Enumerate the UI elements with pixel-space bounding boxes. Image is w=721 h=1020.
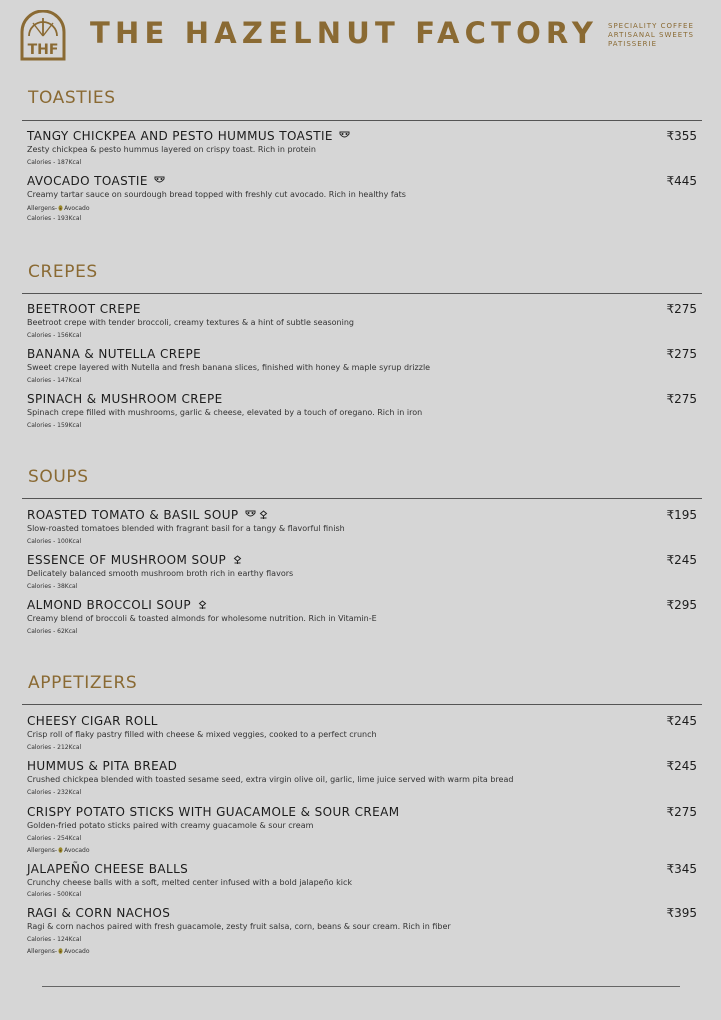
item-price: ₹395: [666, 906, 697, 920]
allergen-text: Avocado: [64, 948, 90, 955]
item-name-text: BEETROOT CREPE: [27, 302, 141, 316]
item-price: ₹345: [666, 862, 697, 876]
item-price: ₹295: [666, 598, 697, 612]
item-name-text: SPINACH & MUSHROOM CREPE: [27, 392, 223, 406]
vegan-icon: [232, 553, 243, 567]
dietary-icons: [339, 129, 350, 143]
item-price: ₹245: [666, 759, 697, 773]
item-name-text: ALMOND BROCCOLI SOUP: [27, 598, 192, 612]
menu-header: [0, 0, 721, 70]
item-price: ₹275: [666, 347, 697, 361]
item-name: [27, 759, 177, 773]
item-calories: Calories - 147Kcal: [27, 377, 82, 384]
item-allergens: [27, 204, 90, 213]
item-calories: Calories - 100Kcal: [27, 538, 82, 545]
item-name: [27, 598, 208, 612]
tagline-line: ARTISANAL SWEETS: [608, 31, 694, 39]
allergen-text: Avocado: [64, 205, 90, 212]
item-allergens: [27, 846, 90, 855]
item-calories: Calories - 232Kcal: [27, 789, 82, 796]
item-description: Sweet crepe layered with Nutella and fresh banana slices, finished with honey & maple syrup drizzle: [27, 363, 431, 372]
section-title: APPETIZERS: [28, 673, 138, 693]
item-name: [27, 906, 170, 920]
item-description: Delicately balanced smooth mushroom broth rich in earthy flavors: [27, 569, 294, 578]
section-divider: [22, 120, 702, 121]
item-name: [27, 862, 188, 876]
item-calories: Calories - 500Kcal: [27, 891, 82, 898]
item-name-text: CHEESY CIGAR ROLL: [27, 714, 158, 728]
logo-text: THF: [27, 42, 59, 58]
item-name-text: ESSENCE OF MUSHROOM SOUP: [27, 553, 227, 567]
avocado-icon: [58, 204, 63, 213]
item-name-text: AVOCADO TOASTIE: [27, 174, 148, 188]
allergen-text: Avocado: [64, 847, 90, 854]
item-description: Crisp roll of flaky pastry filled with cheese & mixed veggies, cooked to a perfect crunch: [27, 730, 377, 739]
item-name: [27, 714, 158, 728]
item-name-text: ROASTED TOMATO & BASIL SOUP: [27, 508, 239, 522]
item-name: [27, 805, 399, 819]
item-description: Crunchy cheese balls with a soft, melted center infused with a bold jalapeño kick: [27, 878, 352, 887]
thf-logo: [19, 10, 67, 61]
dietary-icons: [232, 553, 243, 567]
item-calories: Calories - 159Kcal: [27, 422, 82, 429]
item-description: Slow-roasted tomatoes blended with fragrant basil for a tangy & flavorful finish: [27, 524, 345, 533]
avocado-icon: [58, 846, 63, 855]
item-name-text: CRISPY POTATO STICKS WITH GUACAMOLE & SOUR CREAM: [27, 805, 400, 819]
item-name: [27, 174, 165, 188]
item-allergens: [27, 947, 90, 956]
item-calories: Calories - 124Kcal: [27, 936, 82, 943]
item-name: [27, 129, 350, 143]
item-price: ₹195: [666, 508, 697, 522]
item-price: ₹355: [666, 129, 697, 143]
brand-name: THE HAZELNUT FACTORY: [90, 16, 599, 50]
item-price: ₹245: [666, 553, 697, 567]
dietary-icons: [197, 598, 208, 612]
item-calories: Calories - 187Kcal: [27, 159, 82, 166]
protein-icon: [154, 174, 165, 188]
item-name-text: JALAPEÑO CHEESE BALLS: [27, 862, 189, 876]
protein-icon: [339, 129, 350, 143]
item-calories: Calories - 254Kcal: [27, 835, 82, 842]
allergens-label: Allergens-: [27, 847, 58, 854]
tagline-line: PATISSERIE: [608, 40, 658, 48]
item-description: Golden-fried potato sticks paired with creamy guacamole & sour cream: [27, 821, 314, 830]
item-description: Ragi & corn nachos paired with fresh guacamole, zesty fruit salsa, corn, beans & sour cream. Rich in fiber: [27, 922, 451, 931]
allergens-label: Allergens-: [27, 205, 58, 212]
item-calories: Calories - 212Kcal: [27, 744, 82, 751]
item-name: [27, 392, 223, 406]
item-description: Spinach crepe filled with mushrooms, garlic & cheese, elevated by a touch of oregano. Rich in iron: [27, 408, 423, 417]
protein-icon: [245, 508, 256, 522]
item-price: ₹275: [666, 392, 697, 406]
tagline: [608, 22, 694, 49]
avocado-icon: [58, 947, 63, 956]
footer-divider: [42, 986, 680, 987]
section-title: SOUPS: [28, 467, 89, 487]
item-calories: Calories - 193Kcal: [27, 215, 82, 222]
section-title: TOASTIES: [28, 88, 116, 108]
section-divider: [22, 704, 702, 705]
item-description: Beetroot crepe with tender broccoli, creamy textures & a hint of subtle seasoning: [27, 318, 354, 327]
dietary-icons: [245, 508, 269, 522]
item-calories: Calories - 156Kcal: [27, 332, 82, 339]
item-name: [27, 553, 243, 567]
item-name-text: BANANA & NUTELLA CREPE: [27, 347, 202, 361]
item-description: Creamy blend of broccoli & toasted almonds for wholesome nutrition. Rich in Vitamin-E: [27, 614, 377, 623]
vegan-icon: [197, 598, 208, 612]
item-name: [27, 347, 201, 361]
item-name: [27, 302, 141, 316]
section-title: CREPES: [28, 262, 98, 282]
item-name: [27, 508, 269, 522]
item-price: ₹445: [666, 174, 697, 188]
vegan-icon: [258, 508, 269, 522]
section-divider: [22, 498, 702, 499]
item-name-text: RAGI & CORN NACHOS: [27, 906, 171, 920]
dietary-icons: [154, 174, 165, 188]
item-description: Creamy tartar sauce on sourdough bread topped with freshly cut avocado. Rich in healthy fats: [27, 190, 406, 199]
item-name-text: TANGY CHICKPEA AND PESTO HUMMUS TOASTIE: [27, 129, 333, 143]
item-price: ₹275: [666, 805, 697, 819]
allergens-label: Allergens-: [27, 948, 58, 955]
item-description: Zesty chickpea & pesto hummus layered on crispy toast. Rich in protein: [27, 145, 316, 154]
item-name-text: HUMMUS & PITA BREAD: [27, 759, 178, 773]
item-price: ₹275: [666, 302, 697, 316]
item-description: Crushed chickpea blended with toasted sesame seed, extra virgin olive oil, garlic, lime juice served with warm pita bread: [27, 775, 514, 784]
tagline-line: SPECIALITY COFFEE: [608, 22, 694, 30]
item-price: ₹245: [666, 714, 697, 728]
item-calories: Calories - 62Kcal: [27, 628, 78, 635]
item-calories: Calories - 38Kcal: [27, 583, 78, 590]
section-divider: [22, 293, 702, 294]
